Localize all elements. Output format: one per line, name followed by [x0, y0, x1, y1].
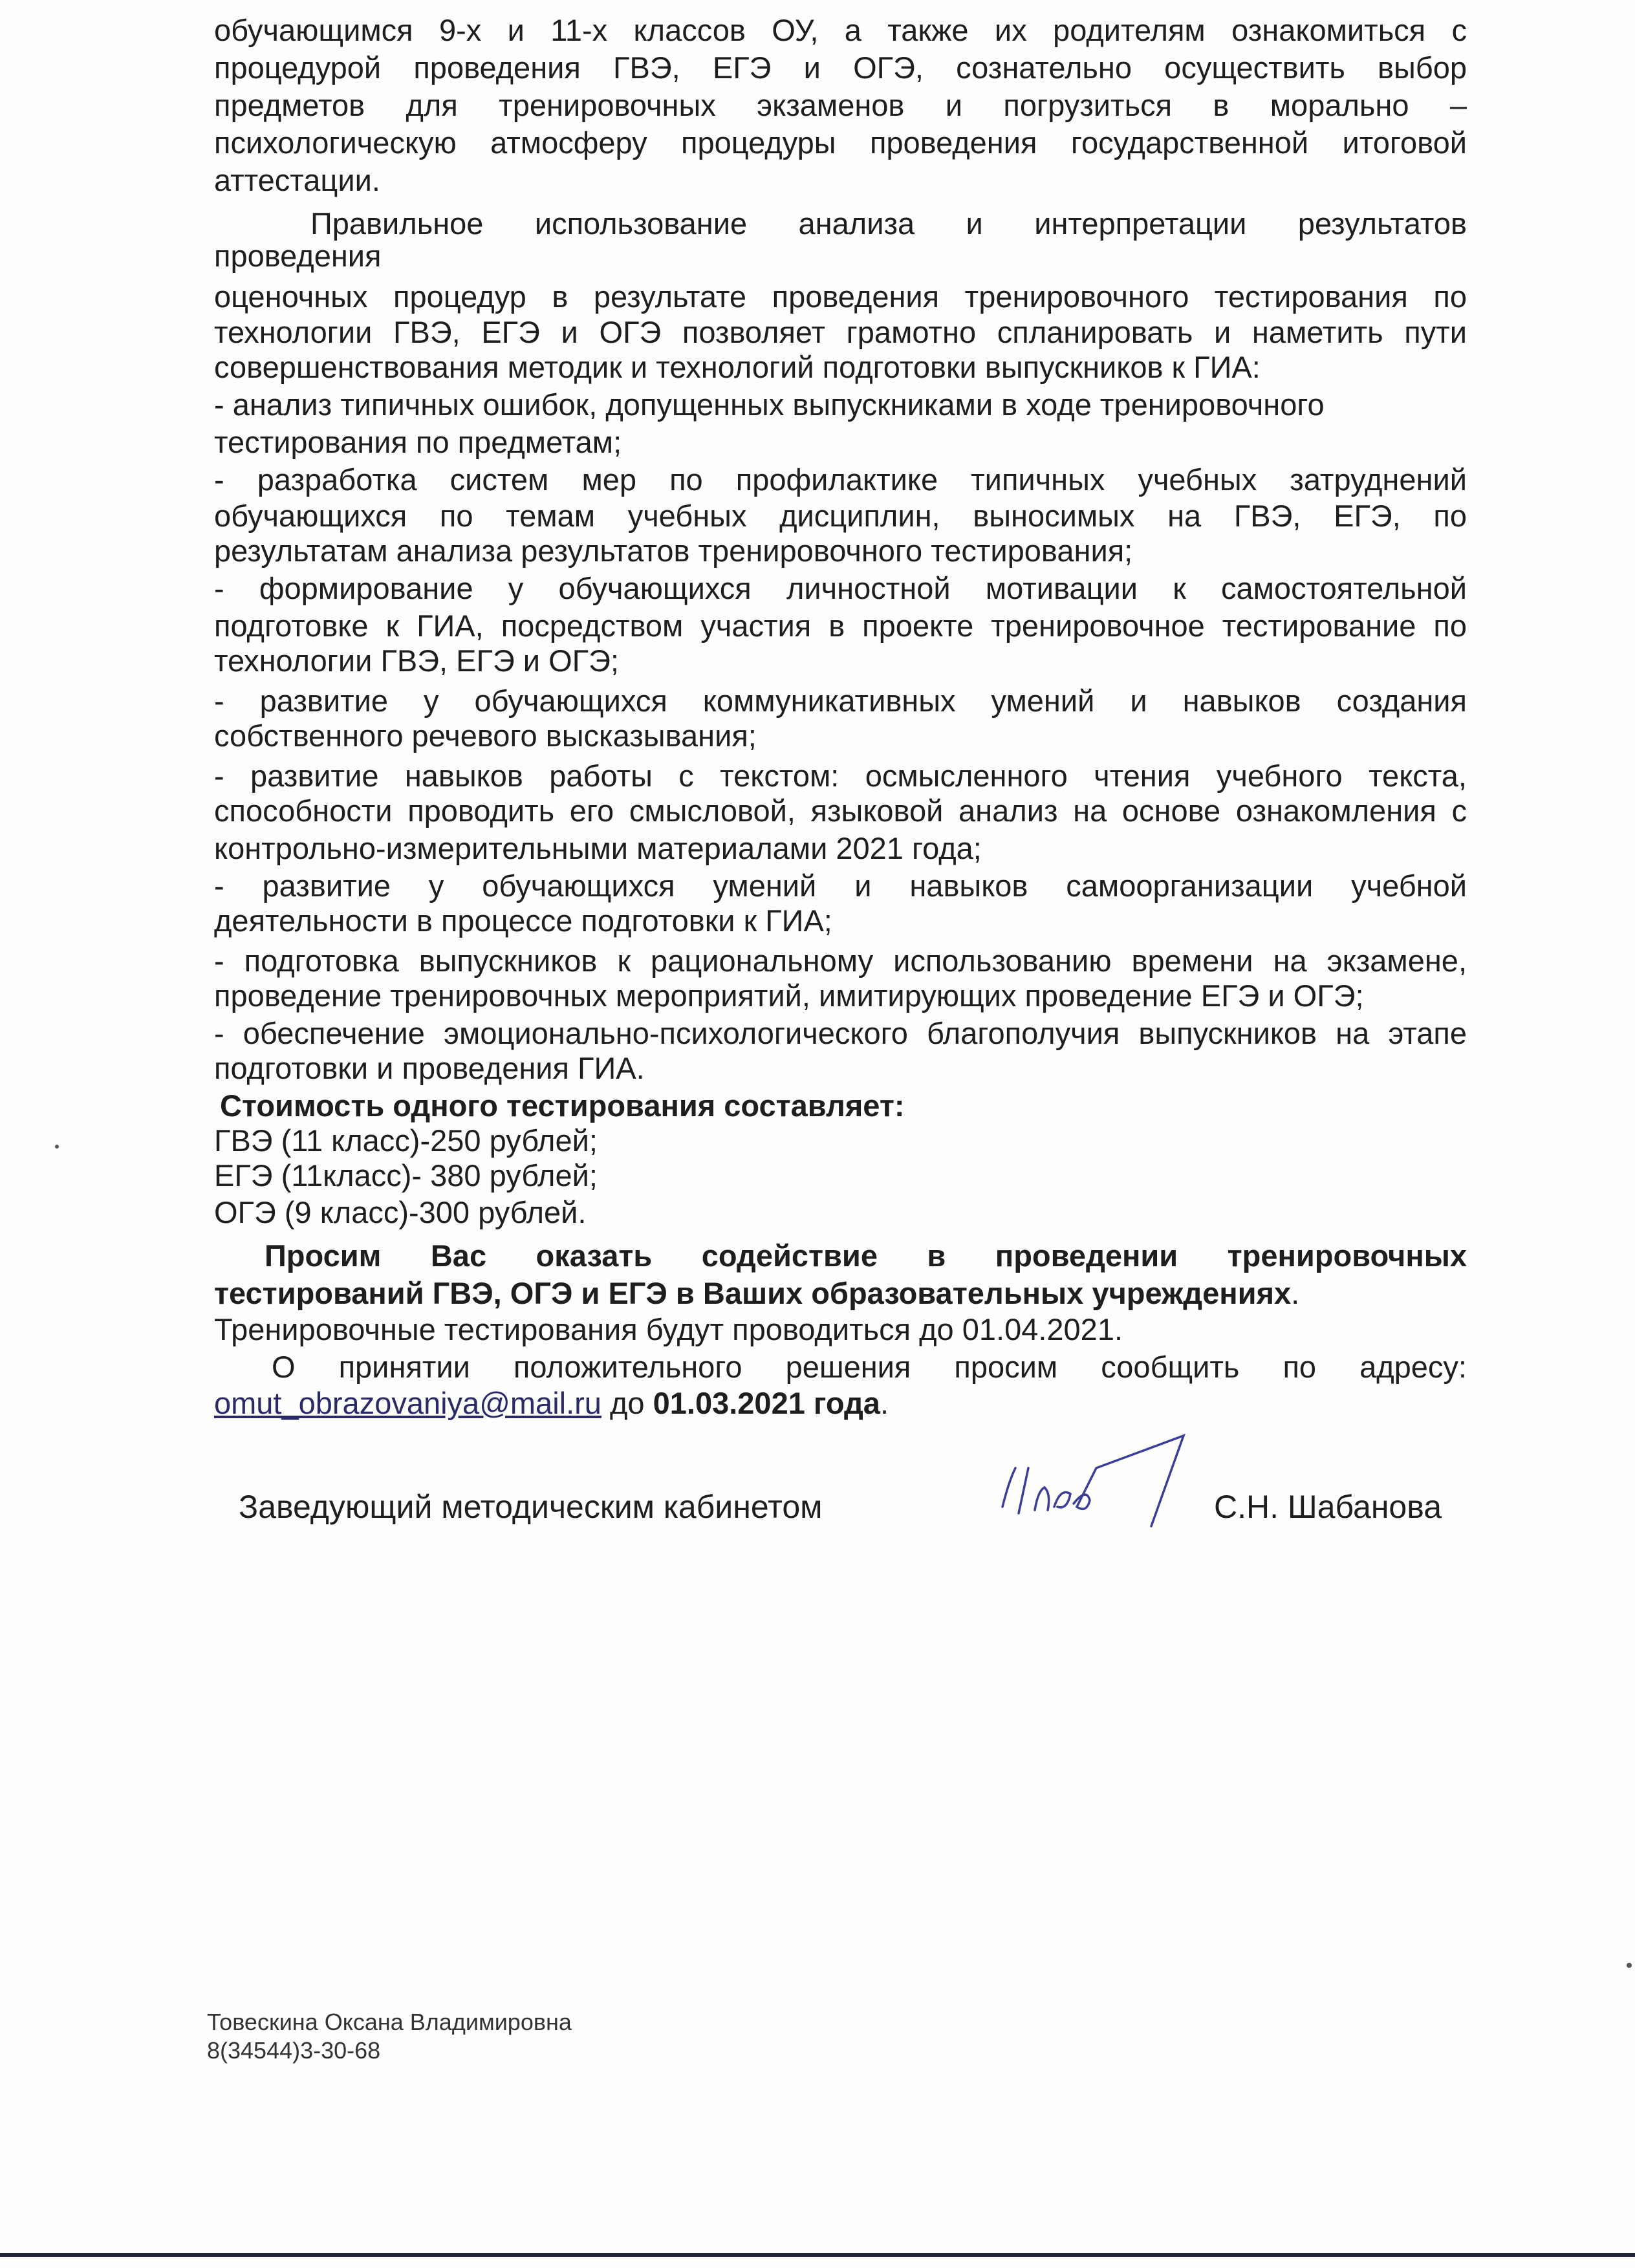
email-link[interactable]: omut_obrazovaniya@mail.ru	[214, 1386, 601, 1420]
text-line: процедурой проведения ГВЭ, ЕГЭ и ОГЭ, сознательно осуществить выбор	[214, 50, 1467, 85]
signatory-name: С.Н. Шабанова	[1214, 1489, 1442, 1525]
text-line: предметов для тренировочных экзаменов и погрузиться в морально –	[214, 88, 1467, 122]
text-line: обучающимся 9-х и 11-х классов ОУ, а также их родителям ознакомиться с	[214, 13, 1467, 47]
text-line: проведения	[214, 239, 382, 273]
contact-line: О принятии положительного решения просим сообщить по адресу:	[272, 1350, 1467, 1384]
text-line: - анализ типичных ошибок, допущенных выпускниками в ходе тренировочного	[214, 387, 1325, 422]
text-line: аттестации.	[214, 163, 380, 197]
text-line: деятельности в процессе подготовки к ГИА;	[214, 903, 832, 938]
contact-email-line	[214, 1385, 1467, 1422]
text-line: проведение тренировочных мероприятий, имитирующих проведение ЕГЭ и ОГЭ;	[214, 978, 1364, 1013]
deadline-line: Тренировочные тестирования будут проводиться до 01.04.2021.	[214, 1312, 1123, 1346]
text-line: оценочных процедур в результате проведения тренировочного тестирования по	[214, 279, 1467, 314]
text-line: психологическую атмосферу процедуры проведения государственной итоговой	[214, 125, 1467, 160]
text-line: собственного речевого высказывания;	[214, 718, 757, 753]
text-line: обучающихся по темам учебных дисциплин, выносимых на ГВЭ, ЕГЭ, по	[214, 499, 1467, 533]
text-line: совершенствования методик и технологий подготовки выпускников к ГИА:	[214, 350, 1261, 384]
handwritten-signature	[990, 1429, 1203, 1539]
scan-speck	[55, 1145, 59, 1149]
cost-item: ОГЭ (9 класс)-300 рублей.	[214, 1195, 587, 1229]
request-text: тестирований ГВЭ, ОГЭ и ЕГЭ в Ваших образовательных учреждениях	[214, 1276, 1292, 1310]
text-line: способности проводить его смысловой, языковой анализ на основе ознакомления с	[214, 794, 1467, 828]
text-line: технологии ГВЭ, ЕГЭ и ОГЭ позволяет грамотно спланировать и наметить пути	[214, 315, 1467, 349]
request-period: .	[1291, 1276, 1300, 1310]
text-line: результатам анализа результатов тренировочного тестирования;	[214, 534, 1133, 568]
text-line: - подготовка выпускников к рациональному использованию времени на экзамене,	[214, 944, 1467, 978]
signatory-position: Заведующий методическим кабинетом	[239, 1489, 823, 1525]
response-date: 01.03.2021 года	[653, 1386, 880, 1420]
text-line: - обеспечение эмоционально-психологического благополучия выпускников на этапе	[214, 1016, 1467, 1050]
cost-item: ЕГЭ (11класс)- 380 рублей;	[214, 1158, 598, 1193]
scan-edge-line	[0, 2253, 1635, 2257]
cost-item: ГВЭ (11 класс)-250 рублей;	[214, 1123, 598, 1158]
until-text: до	[601, 1386, 653, 1420]
request-line: Просим Вас оказать содействие в проведении тренировочных	[265, 1238, 1467, 1273]
period: .	[880, 1386, 889, 1420]
text-line: Правильное использование анализа и интерпретации результатов	[310, 206, 1467, 241]
text-line: тестирования по предметам;	[214, 425, 622, 459]
text-line: технологии ГВЭ, ЕГЭ и ОГЭ;	[214, 643, 619, 678]
text-line: контрольно-измерительными материалами 2021 года;	[214, 831, 982, 865]
text-line: - разработка систем мер по профилактике типичных учебных затруднений	[214, 462, 1467, 497]
scan-speck	[1627, 1963, 1632, 1968]
executor-phone: 8(34544)3-30-68	[207, 2037, 381, 2064]
request-line	[214, 1275, 1467, 1312]
text-line: - развитие навыков работы с текстом: осмысленного чтения учебного текста,	[214, 759, 1467, 793]
text-line: подготовки и проведения ГИА.	[214, 1051, 645, 1085]
text-line: - развитие у обучающихся умений и навыков самоорганизации учебной	[214, 869, 1467, 903]
executor-name: Товескина Оксана Владимировна	[207, 2009, 572, 2035]
text-line: - формирование у обучающихся личностной мотивации к самостоятельной	[214, 571, 1467, 605]
text-line: подготовке к ГИА, посредством участия в проекте тренировочное тестирование по	[214, 609, 1467, 643]
cost-heading: Стоимость одного тестирования составляет:	[220, 1088, 905, 1123]
text-line: - развитие у обучающихся коммуникативных умений и навыков создания	[214, 684, 1467, 718]
